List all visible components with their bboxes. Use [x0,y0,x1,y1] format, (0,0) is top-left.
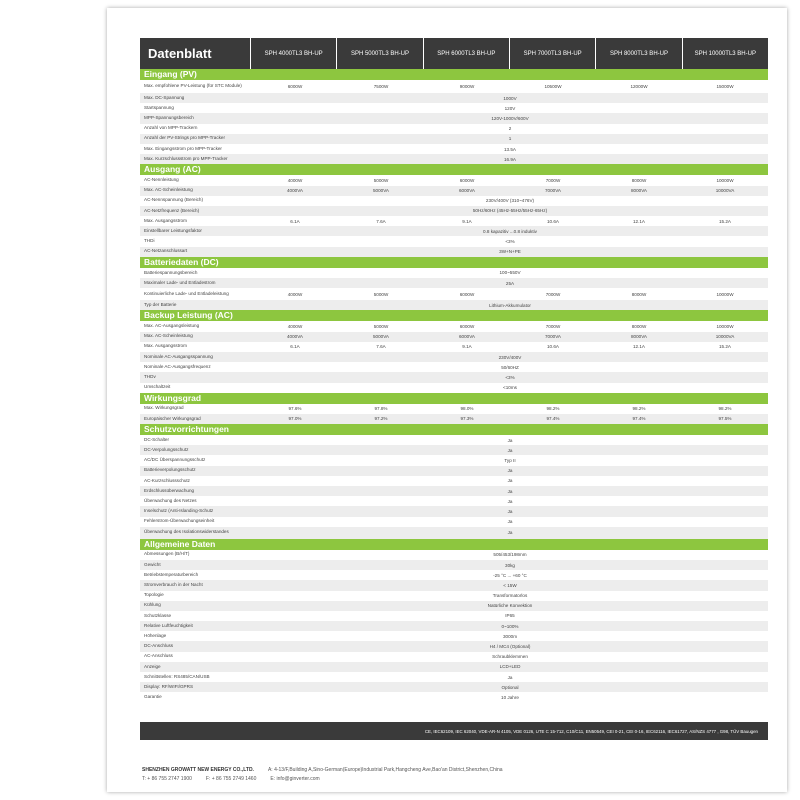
table-cell-merged: 1000V [503,95,517,101]
table-cell-merged: 120V [504,105,516,111]
table-cell: 8000W [631,291,647,297]
table-cell-merged: 0~100% [501,623,519,629]
row-label: Europäischer Wirkungsgrad [144,415,201,421]
table-row [140,278,768,288]
table-cell: 8000W [631,323,647,329]
row-label: AC-Anschluss [144,653,173,659]
row-label: THDi [144,238,155,244]
table-cell: 4000VA [286,188,303,194]
table-row [140,372,768,382]
row-label: THDv [144,374,156,379]
table-row [140,216,768,226]
table-row [140,154,768,164]
row-label: Schnittstellen: RS485/CAN/USB [144,673,210,679]
table-cell: 7500W [373,84,389,89]
row-label: Max. Ausgangsstrom [144,217,187,223]
table-row [140,226,768,236]
section-heading: Ausgang (AC) [140,164,768,175]
table-cell: 7.6A [376,344,386,350]
table-cell-merged: 2 [508,126,512,132]
table-row [140,611,768,621]
table-cell: 6000VA [458,334,475,340]
table-cell-merged: Natürliche Konvektion [487,603,533,609]
row-label: Kühlung [144,602,161,608]
row-label: Topologie [144,592,164,598]
table-row [140,652,768,662]
table-row [140,144,768,154]
table-cell: 98.2% [546,406,560,412]
row-label: Höhenlage [144,632,167,638]
table-row [140,332,768,342]
row-label: Garantie [144,694,162,700]
row-label: Batterieverpolungsschutz [144,467,196,473]
table-header [140,38,768,69]
table-cell-merged: <3% [505,239,515,245]
table-cell-merged: 10 Jahre [501,694,519,700]
table-row [140,362,768,372]
table-row [140,93,768,103]
row-label: Überwachung des Netzes [144,497,197,503]
table-cell-merged: LCD+LED [499,664,521,670]
table-cell: 6.1A [290,344,300,350]
table-cell-merged: Ja [507,508,513,514]
table-cell: 12.1A [632,218,645,224]
table-row [140,601,768,611]
table-cell-merged: Ja [507,478,513,484]
table-cell: 7000W [545,291,561,297]
model-header: SPH 4000TL3 BH-UP [250,38,336,69]
table-row [140,352,768,362]
table-row [140,486,768,496]
row-label: Max. AC-Scheinleistung [144,333,193,339]
table-cell-merged: 50/60HZ [501,364,519,370]
row-label: Nominale AC-Ausgangsspannung [144,353,213,359]
table-row [140,383,768,393]
table-cell: 97.0% [288,416,302,422]
table-row [140,113,768,123]
table-cell: 10500W [544,84,562,89]
table-cell-merged: <10ms [503,385,517,391]
table-row [140,672,768,682]
row-label: Max. Eingangsstrom pro MPP-Tracker [144,145,222,151]
table-cell: 9.1A [462,218,472,224]
table-cell-merged: Ja [507,530,513,536]
table-row [140,321,768,331]
table-row [140,580,768,590]
phone-number: T: + 86 755 2747 1900 [142,776,192,782]
row-label: Max. Wirkungsgrad [144,405,184,411]
table-cell-merged: 230V/400V (310~476V) [485,198,535,204]
row-label: Fehlerstrom-Überwachungseinheit [144,518,215,524]
table-cell-merged: 25A [505,280,515,286]
table-cell-merged: Ja [507,447,513,453]
row-label: Abmessungen (B/H/T) [144,551,190,557]
section-heading: Backup Leistung (AC) [140,310,768,321]
section-heading: Batteriedaten (DC) [140,257,768,268]
table-cell: 6000W [459,177,475,183]
table-row [140,247,768,257]
table-row [140,186,768,196]
table-cell-merged: <3% [505,374,515,380]
table-cell-merged: Typ II [504,458,516,464]
table-row [140,662,768,672]
company-name: SHENZHEN GROWATT NEW ENERGY CO.,LTD. [142,767,254,773]
table-cell-merged: 3W+N+PE [499,249,521,255]
table-row [140,134,768,144]
table-row [140,342,768,352]
table-cell-merged: Schraubklemmen [492,654,528,660]
model-header: SPH 5000TL3 BH-UP [336,38,422,69]
row-label: Anzeige [144,663,161,669]
table-row [140,103,768,113]
email-address: E: info@ginverter.com [270,776,320,782]
spec-table [140,69,768,703]
section-heading: Eingang (PV) [140,69,768,80]
table-cell-merged: 30kg [505,562,515,568]
table-cell: 6000W [459,323,475,329]
row-label: Betriebstemperaturbereich [144,571,199,577]
row-label: Schutzklasse [144,612,172,618]
table-cell: 5000W [373,291,389,297]
model-header: SPH 8000TL3 BH-UP [595,38,681,69]
table-row [140,527,768,539]
table-cell: 7000VA [544,188,561,194]
row-label: Nominale AC-Ausgangsfrequenz [144,363,211,369]
table-cell-merged: Lithium-Akkumulator [489,302,531,308]
row-label: Max. Ausgangsstrom [144,343,187,349]
table-row [140,455,768,465]
table-cell: 6.1A [290,218,300,224]
table-cell: 6000W [287,84,303,89]
table-cell: 7000W [545,323,561,329]
table-cell: 7000VA [544,334,561,340]
table-row [140,404,768,414]
row-label: Einstellbarer Leistungsfaktor [144,227,202,233]
table-row [140,631,768,641]
table-cell: 7000W [545,177,561,183]
table-cell: 15000W [716,84,734,89]
table-row [140,692,768,702]
table-cell: 10000W [716,177,734,183]
table-cell-merged: 120V-1000V/600V [491,115,529,121]
model-header: SPH 7000TL3 BH-UP [509,38,595,69]
table-cell: 12000W [630,84,648,89]
table-cell-merged: 3000m [502,633,518,639]
table-row [140,300,768,310]
table-cell-merged: < 15W [503,582,517,588]
table-cell: 8000VA [630,188,647,194]
row-label: Gewicht [144,561,161,567]
table-cell: 5000W [373,177,389,183]
table-row [140,236,768,246]
table-cell: 15.2A [718,344,731,350]
table-cell: 97.4% [546,416,560,422]
row-label: Typ der Batterie [144,301,177,307]
table-cell: 5000VA [372,334,389,340]
row-label: DC-Schalter [144,436,170,442]
section-heading: Allgemeine Daten [140,539,768,550]
table-cell: 98.2% [718,406,732,412]
row-label: Max. AC-Ausgangsleistung [144,323,200,329]
row-label: Erdschlussüberwachung [144,487,195,493]
table-cell: 10000W [716,323,734,329]
table-cell: 12.1A [632,344,645,350]
row-label: AC-Nennleistung [144,177,179,182]
row-label: DC-Verpolungsschutz [144,446,189,452]
table-cell-merged: IP65 [505,613,515,619]
row-label: DC-Anschluss [144,643,174,649]
row-label: Max. Kurzschlussstrom pro MPP-Tracker [144,155,228,161]
table-cell: 9.1A [462,344,472,350]
row-label: Relative Luftfeuchtigkeit [144,622,193,628]
table-cell-merged: Transformatorlos [492,593,528,599]
table-cell: 98.2% [632,406,646,412]
table-row [140,621,768,631]
table-cell: 10.6A [546,218,559,224]
row-label: AC/DC Überspannungsschutz [144,457,206,463]
table-cell-merged: 100~550V [499,270,521,276]
table-cell: 9000W [459,84,475,89]
table-cell: 97.4% [632,416,646,422]
row-label: Anzahl von MPP-Trackern [144,125,198,131]
row-label: Startspannung [144,104,174,110]
table-cell: 8000VA [630,334,647,340]
certifications-bar: CE, IEC62109, IEC 62040, VDE-AR-N 4105, VDE 0126, UTE C 15-712, C10/C11, EN50549, CEI 0-21, CEI 0-16, IEC62116, IEC61727, AS/NZS 4777 , G98, TÜV Bauugen [140,722,768,740]
table-row [140,414,768,424]
row-label: AC-Nennspannung (Bereich) [144,197,203,203]
table-cell-merged: 16.9A [503,156,516,162]
table-cell: 98.0% [460,406,474,412]
table-cell: 7.6A [376,218,386,224]
table-cell-merged: 505/453/198mm [493,552,527,558]
table-cell-merged: Ja [507,498,513,504]
section-heading: Schutzvorrichtungen [140,424,768,435]
datasheet-title: Datenblatt [140,38,250,69]
table-row [140,560,768,570]
table-cell: 97.2% [374,416,388,422]
row-label: Inselschutz (Anti-Islanding-Schutz [144,508,214,514]
table-cell: 6000W [459,291,475,297]
row-label: Überwachung des Isolationswiderstandes [144,529,229,535]
table-cell-merged: Ja [507,468,513,474]
footer [142,766,770,784]
table-row [140,445,768,455]
table-cell: 5000VA [372,188,389,194]
table-row [140,175,768,185]
table-cell: 8000W [631,177,647,183]
table-cell-merged: 1 [508,136,512,142]
row-label: Max. empfohlene PV-Leistung (für STC Module) [144,83,242,89]
row-label: Max. AC-Scheinleistung [144,187,193,193]
table-row [140,591,768,601]
table-cell-merged: Optional [501,684,519,690]
row-label: Batteriespannungsbereich [144,269,198,275]
table-row [140,196,768,206]
table-row [140,550,768,560]
row-label: Anzahl der PV-Strings pro MPP-Tracker [144,135,226,141]
table-cell-merged: H4 / MC4 (Optional) [489,644,531,650]
table-row [140,496,768,506]
table-cell: 97.3% [460,416,474,422]
row-label: MPP-Spannungsbereich [144,115,194,121]
fax-number: F: + 86 755 2749 1460 [205,776,257,782]
row-label: Stromverbrauch in der Nacht [144,582,203,587]
table-row [140,476,768,486]
table-row [140,641,768,651]
table-row [140,682,768,692]
table-cell: 5000W [373,323,389,329]
company-address: A: 4-13/F,Building A,Sino-German(Europe)Industrial Park,Hangcheng Ave,Bao'an District,Shenzhen,China [267,767,503,773]
table-cell: 4000W [287,323,303,329]
table-row [140,288,768,300]
table-cell: 4000W [287,177,303,183]
table-cell: 10000VA [715,188,735,194]
model-header: SPH 6000TL3 BH-UP [423,38,509,69]
table-cell: 97.8% [374,406,388,412]
table-row [140,435,768,445]
table-row [140,570,768,580]
table-cell-merged: 50Hz/60Hz (45Hz-55Hz/55Hz-65Hz) [472,208,548,214]
table-cell-merged: 13.5A [503,146,516,152]
table-row [140,466,768,476]
table-cell: 97.5% [718,416,732,422]
table-cell: 97.6% [288,406,302,412]
row-label: AC-Netzfrequenz (Bereich) [144,207,200,213]
table-cell: 15.2A [718,218,731,224]
row-label: Display: RF/WIFI/GPRS [144,683,194,689]
table-cell-merged: Ja [507,437,513,443]
row-label: Kontinuierliche Lade- und Entladeleistung [144,290,229,296]
table-cell-merged: -25 °C ... +60 °C [493,572,527,578]
table-row [140,268,768,278]
table-row [140,206,768,216]
table-row [140,517,768,527]
row-label: AC-Netzanschlussart [144,248,188,254]
table-row [140,506,768,516]
table-cell: 10000W [716,291,734,297]
table-cell: 10000VA [715,334,735,340]
table-cell-merged: Ja [507,674,513,680]
model-header: SPH 10000TL3 BH-UP [682,38,768,69]
row-label: Max. DC-Spannung [144,94,185,100]
table-cell: 4000VA [286,334,303,340]
table-cell: 6000VA [458,188,475,194]
table-cell-merged: 0.8 kapazitiv ...0.8 induktiv [483,228,537,234]
table-cell: 4000W [287,291,303,297]
row-label: AC-Kurzschlussschutz [144,477,190,483]
row-label: Maximaler Lade- und Entladestrom [144,279,216,285]
table-cell-merged: Ja [507,519,513,525]
table-cell: 10.6A [546,344,559,350]
row-label: Umschaltzeit [144,384,171,390]
table-cell-merged: 230V/400V [498,354,522,360]
table-row [140,124,768,134]
table-cell-merged: Ja [507,488,513,494]
section-heading: Wirkungsgrad [140,393,768,404]
datasheet-page [107,8,787,792]
table-row [140,80,768,93]
